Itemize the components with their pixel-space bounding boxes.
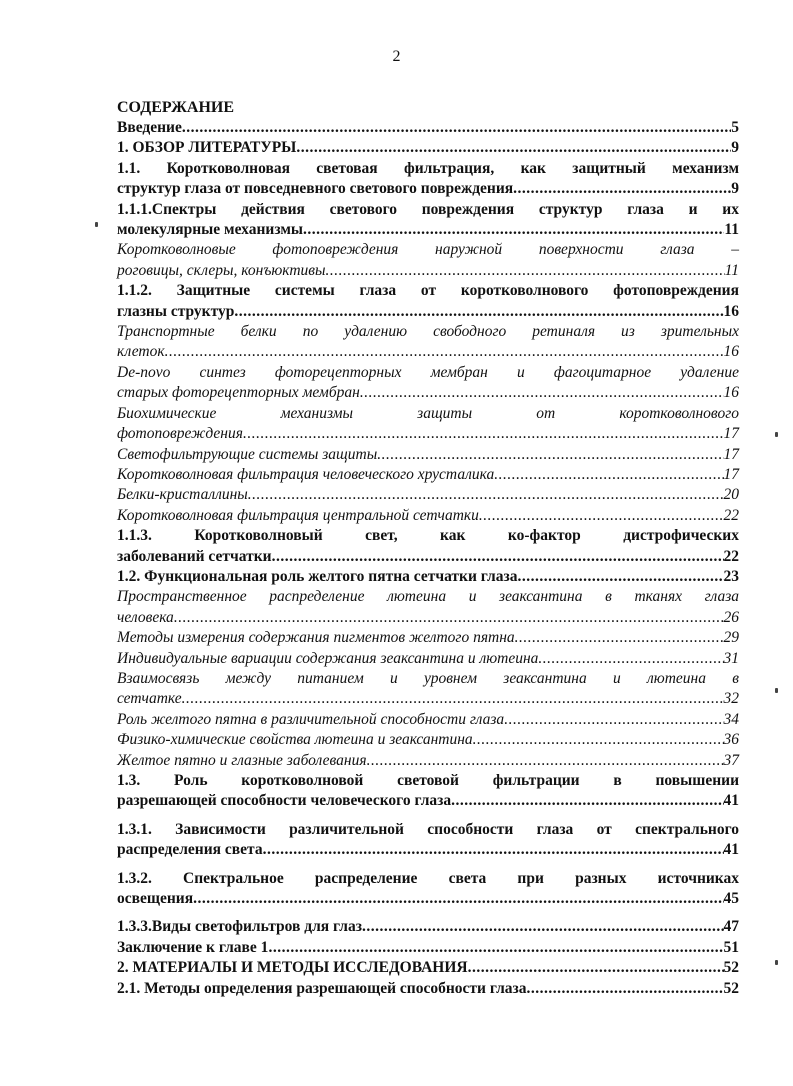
toc-entry-last-line [117,118,739,138]
toc-entry-last-line [117,342,739,362]
toc-entry-title: Белки-кристаллины [117,486,248,504]
toc-entry-title: 1.2. Функциональная роль желтого пятна сетчатки глаза [117,567,518,585]
toc-entry-title: Желтое пятно и глазные заболевания [117,751,367,769]
toc-leader-dots [174,608,724,628]
scan-speck [775,960,778,965]
toc-entry-i-svetofilt [117,445,739,465]
toc-entry-i-transport [117,322,739,363]
toc-leader-dots [248,485,724,505]
toc-entry-last-line [117,608,739,628]
toc-leader-dots [165,342,724,362]
toc-entry-title: разрешающей способности человеческого глаза [117,792,452,810]
toc-page-number: 11 [724,221,739,239]
toc-entry-last-line [117,179,739,199]
toc-entry-last-line [117,938,739,958]
toc-leader-dots [263,840,724,860]
toc-leader-dots [468,958,724,978]
toc-entry-last-line [117,383,739,403]
toc-page-number: 22 [723,506,739,524]
toc-leader-dots [451,791,723,811]
toc-page-number: 16 [723,302,739,320]
toc-entry-s1-1-2 [117,281,739,322]
toc-entry-i-vzaimo [117,669,739,710]
toc-entry-s1-1-3 [117,526,739,567]
toc-entry-s1-1 [117,159,739,200]
toc-leader-dots [479,506,724,526]
toc-entry-line: 1.1.3. Коротковолновый свет, как ко-фактор дистрофических [117,527,739,545]
toc-entry-title: роговицы, склеры, конъюктивы [117,261,326,279]
toc-leader-dots [182,118,731,138]
toc-entry-i-korneal [117,240,739,281]
toc-entry-last-line [117,628,739,648]
toc-entry-last-line [117,649,739,669]
toc-entry-last-line [117,689,739,709]
toc-entry-last-line [117,445,739,465]
toc-leader-dots [527,979,724,999]
toc-leader-dots [504,710,723,730]
toc-entry-line: Пространственное распределение лютеина и зеаксантина в тканях глаза [117,588,739,606]
toc-entry-line: 1.3.2. Спектральное распределение света при разных источниках [117,869,739,887]
toc-page-number: 41 [723,792,739,810]
toc-entry-last-line [117,730,739,750]
toc-entry-line: 1.3. Роль коротковолновой световой фильтрации в повышении [117,772,739,789]
toc-leader-dots [303,220,724,240]
toc-entry-title: распределения света [117,841,263,859]
toc-entry-ch2 [117,958,739,978]
toc-entry-line: 1.1.1.Спектры действия светового повреждения структур глаза и их [117,200,739,218]
toc-entry-line: 1.3.1. Зависимости различительной способности глаза от спектрального [117,820,739,838]
toc-leader-dots [268,938,723,958]
toc-entry-s1-1-1 [117,200,739,241]
toc-entry-last-line [117,840,739,860]
toc-page-number: 11 [724,261,739,279]
toc-entry-title: Методы измерения содержания пигментов желтого пятна [117,629,515,647]
toc-entry-s1-3-2 [117,869,739,910]
toc-entry-title: человека [117,608,174,626]
toc-entry-i-hrustalik [117,465,739,485]
toc-page-number: 31 [723,649,739,667]
toc-entry-i-biochem [117,404,739,445]
toc-entry-i-metody [117,628,739,648]
toc-page-number: 17 [723,445,739,463]
toc-entry-s1-2 [117,567,739,587]
toc-entry-title: Заключение к главе 1 [117,938,269,956]
page-number: 2 [392,48,401,65]
toc-leader-dots [362,917,724,937]
toc-entry-i-prostr [117,587,739,628]
toc-page-number: 23 [723,567,739,585]
toc-entry-title: структур глаза от повседневного светового повреждения [117,180,514,198]
toc-entries [117,118,739,999]
toc-page-number: 47 [723,918,739,936]
toc-entry-line: Транспортные белки по удалению свободного ретиналя из зрительных [117,323,739,341]
toc-entry-last-line [117,465,739,485]
toc-entry-title: Введение [117,119,182,136]
toc-entry-line: Коротковолновые фотоповреждения наружной поверхности глаза – [117,241,739,259]
toc-leader-dots [182,689,724,709]
toc-entry-title: 2. МАТЕРИАЛЫ И МЕТОДЫ ИССЛЕДОВАНИЯ [117,959,468,977]
toc-page-number: 16 [723,343,739,361]
toc-entry-line: Взаимосвязь между питанием и уровнем зеаксантина и лютеина в [117,669,739,687]
toc-entry-title: Роль желтого пятна в различительной способности глаза [117,710,505,728]
toc-entry-last-line [117,424,739,444]
toc-entry-last-line [117,302,739,322]
toc-entry-title: 1. ОБЗОР ЛИТЕРАТУРЫ [117,139,297,157]
toc-entry-last-line [117,506,739,526]
toc-leader-dots [193,889,723,909]
toc-entry-last-line [117,710,739,730]
toc-page-number: 34 [723,710,739,728]
toc-entry-line: De-novo синтез фоторецепторных мембран и фагоцитарное удаление [117,363,739,381]
toc-entry-title: заболеваний сетчатки [117,547,272,565]
toc-heading: СОДЕРЖАНИЕ [117,99,235,116]
toc-leader-dots [515,628,724,648]
toc-entry-last-line [117,138,739,158]
toc-entry-line: 1.1.2. Защитные системы глаза от коротковолнового фотоповреждения [117,282,739,300]
toc-page-number: 32 [723,690,739,708]
toc-entry-title: глазны структур [117,302,235,320]
toc-page-number: 20 [723,486,739,504]
toc-entry-line: Биохимические механизмы защиты от коротковолнового [117,404,739,422]
toc-entry-last-line [117,485,739,505]
toc-entry-ch1 [117,138,739,158]
toc-page-number: 36 [723,731,739,749]
toc-page-number: 45 [723,890,739,908]
toc-entry-line: 1.1. Коротковолновая световая фильтрация, как защитный механизм [117,159,739,177]
toc-entry-i-indiv [117,649,739,669]
toc-entry-last-line [117,547,739,567]
toc-entry-i-central [117,506,739,526]
toc-page-number: 5 [731,119,739,136]
toc-entry-s1-3 [117,771,739,812]
toc-entry-title: 2.1. Методы определения разрешающей способности глаза [117,979,527,997]
scan-speck [95,222,98,227]
toc-entry-title: Светофильтрующие системы защиты [117,445,378,463]
toc-entry-last-line [117,958,739,978]
toc-page-number: 26 [723,608,739,626]
toc-entry-title: старых фоторецепторных мембран [117,384,360,402]
toc-entry-last-line [117,889,739,909]
toc-entry-s1-3-3 [117,917,739,937]
toc-leader-dots [494,465,723,485]
toc-entry-last-line [117,567,739,587]
toc-page-number: 41 [723,841,739,859]
toc-leader-dots [513,179,731,199]
toc-entry-title: Коротковолновая фильтрация человеческого хрусталика [117,465,495,483]
toc-entry-title: Индивидуальные вариации содержания зеаксантина и лютеина [117,649,539,667]
toc-entry-title: сетчатке [117,690,182,708]
toc-page-number: 37 [723,751,739,769]
table-of-contents [117,98,739,999]
toc-entry-title: 1.3.3.Виды светофильтров для глаз [117,918,362,936]
toc-page-number: 16 [723,384,739,402]
toc-page-number: 52 [723,959,739,977]
toc-entry-last-line [117,791,739,811]
toc-entry-title: фотоповреждения [117,425,243,443]
toc-leader-dots [234,302,723,322]
toc-leader-dots [517,567,723,587]
toc-entry-i-rol [117,710,739,730]
toc-entry-title: клеток [117,343,165,361]
toc-leader-dots [377,445,723,465]
toc-entry-i-kristallin [117,485,739,505]
toc-page-number: 17 [723,425,739,443]
toc-page-number: 52 [723,979,739,997]
toc-entry-last-line [117,751,739,771]
toc-leader-dots [538,649,723,669]
scan-speck [775,432,778,437]
toc-leader-dots [296,138,731,158]
toc-page-number: 17 [723,465,739,483]
toc-leader-dots [367,751,724,771]
toc-entry-title: Коротковолновая фильтрация центральной сетчатки [117,506,479,524]
toc-leader-dots [326,261,725,281]
toc-entry-zakl1 [117,938,739,958]
toc-page-number: 9 [731,180,739,198]
toc-entry-last-line [117,917,739,937]
toc-page-number: 22 [723,547,739,565]
toc-entry-title: освещения [117,890,194,908]
toc-page-number: 9 [731,139,739,157]
toc-entry-s2-1 [117,979,739,999]
toc-leader-dots [243,424,724,444]
toc-entry-i-zheltoe [117,751,739,771]
toc-entry-s1-3-1 [117,820,739,861]
toc-leader-dots [473,730,724,750]
toc-entry-last-line [117,261,739,281]
toc-entry-title: Физико-химические свойства лютеина и зеаксантина [117,731,473,749]
scan-speck [775,688,778,693]
toc-entry-last-line [117,979,739,999]
toc-leader-dots [272,547,724,567]
toc-entry-i-denovo [117,363,739,404]
toc-page-number: 29 [723,629,739,647]
toc-entry-last-line [117,220,739,240]
toc-leader-dots [360,383,724,403]
toc-page-number: 51 [723,938,739,956]
toc-entry-i-fiziko [117,730,739,750]
toc-entry-vvedenie [117,118,739,138]
toc-entry-title: молекулярные механизмы [117,221,303,239]
